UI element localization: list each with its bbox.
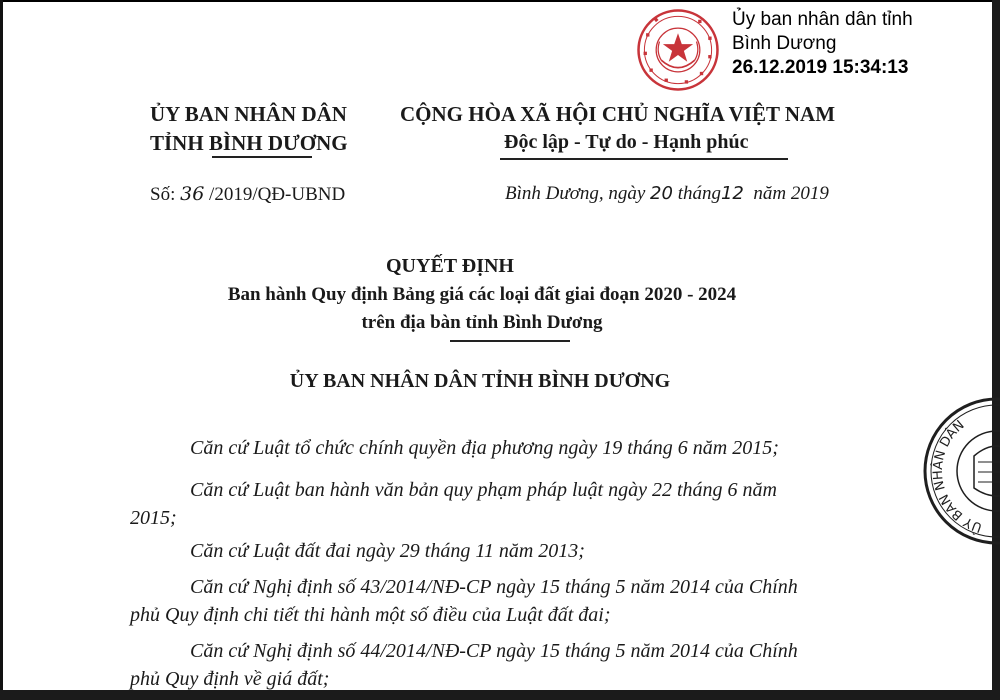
issuer-heading: ỦY BAN NHÂN DÂN TỈNH BÌNH DƯƠNG <box>289 370 671 392</box>
round-stamp-icon <box>922 396 1000 546</box>
month-handwritten: 12 <box>720 183 744 204</box>
nation-name: CỘNG HÒA XÃ HỘI CHỦ NGHĨA VIỆT NAM <box>400 102 836 126</box>
document-number <box>150 183 345 206</box>
subject-line1: Ban hành Quy định Bảng giá các loại đất giai đoạn 2020 - 2024 <box>227 284 737 305</box>
year-label: năm 2019 <box>743 183 829 204</box>
national-emblem-seal-icon <box>636 8 720 92</box>
doc-number-prefix: Số: <box>150 184 181 205</box>
subject-line2: trên địa bàn tỉnh Bình Dương <box>361 312 603 333</box>
doc-number-handwritten: 36 <box>180 183 205 205</box>
agency-name-line2: TỈNH BÌNH DƯƠNG <box>150 131 348 155</box>
body-line: Căn cứ Luật tổ chức chính quyền địa phương ngày 19 tháng 6 năm 2015; <box>190 437 779 459</box>
place-and-date <box>505 183 829 205</box>
month-label: tháng <box>672 183 721 204</box>
signature-timestamp: 26.12.2019 15:34:13 <box>732 57 909 78</box>
viewer-frame-bottom <box>0 690 1000 700</box>
viewer-frame-top <box>0 0 1000 2</box>
title-underline <box>450 340 570 342</box>
viewer-frame-right <box>992 0 1000 700</box>
body-line: phủ Quy định về giá đất; <box>130 668 330 690</box>
body-line: 2015; <box>130 507 177 529</box>
document-type: QUYẾT ĐỊNH <box>386 255 514 277</box>
digital-signature-text <box>732 8 913 80</box>
body-line: Căn cứ Nghị định số 43/2014/NĐ-CP ngày 15 tháng 5 năm 2014 của Chính <box>190 576 798 598</box>
signature-signer: Ủy ban nhân dân tỉnh <box>732 9 913 30</box>
body-line: Căn cứ Nghị định số 44/2014/NĐ-CP ngày 15 tháng 5 năm 2014 của Chính <box>190 640 798 662</box>
viewer-frame-left <box>0 0 3 700</box>
agency-underline <box>212 156 312 158</box>
signature-place: Bình Dương <box>732 33 837 54</box>
day-handwritten: 20 <box>650 183 673 204</box>
body-line: phủ Quy định chi tiết thi hành một số điều của Luật đất đai; <box>130 604 611 626</box>
place-prefix: Bình Dương, ngày <box>505 183 651 204</box>
body-line: Căn cứ Luật đất đai ngày 29 tháng 11 năm 2013; <box>190 540 585 562</box>
motto-underline <box>500 158 788 160</box>
national-motto: Độc lập - Tự do - Hạnh phúc <box>504 131 749 153</box>
stamp-text: ỦY BAN NHÂN DÂN <box>930 417 985 535</box>
doc-number-suffix: /2019/QĐ-UBND <box>204 184 346 205</box>
agency-name-line1: ỦY BAN NHÂN DÂN <box>150 102 347 126</box>
body-line: Căn cứ Luật ban hành văn bản quy phạm pháp luật ngày 22 tháng 6 năm <box>190 479 777 501</box>
